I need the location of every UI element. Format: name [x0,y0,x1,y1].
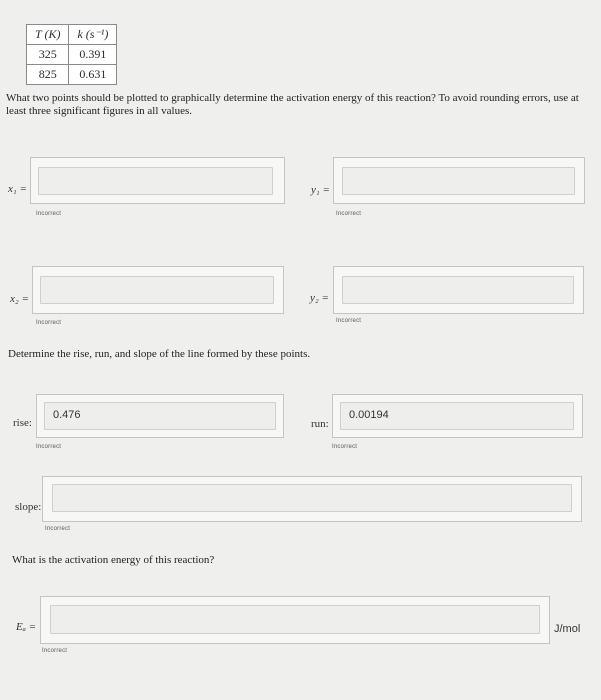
ea-input[interactable] [50,605,540,634]
table-cell: 825 [27,65,69,85]
table-cell: 325 [27,45,69,65]
data-table [26,24,117,85]
y2-status: Incorrect [336,318,362,324]
x2-label: x₂ = [10,293,29,305]
x2-input[interactable] [40,276,274,304]
slope-status: Incorrect [45,526,71,532]
ea-unit: J/mol [554,623,581,635]
y1-input[interactable] [342,167,575,195]
question-points: What two points should be plotted to graphically determine the activation energy of this reaction? To avoid rounding errors, use at least three significant figures in all values. [6,92,579,117]
table-header-rate-constant: k (s⁻¹) [69,25,117,45]
ea-label: Eₐ = [16,621,37,633]
x2-status: Incorrect [36,320,62,326]
table-row [27,65,117,85]
rise-label: rise: [13,417,32,429]
table-row [27,45,117,65]
y2-input[interactable] [342,276,574,304]
run-status: Incorrect [332,444,358,450]
table-cell: 0.391 [69,45,117,65]
y1-status: Incorrect [336,211,362,217]
rise-status: Incorrect [36,444,62,450]
ea-status: Incorrect [42,648,68,654]
slope-label: slope: [15,501,42,513]
rise-input[interactable]: 0.476 [44,402,276,430]
run-label: run: [311,418,329,430]
table-header-row [27,25,117,45]
table-header-temperature: T (K) [27,25,69,45]
x1-input[interactable] [38,167,273,195]
run-input[interactable]: 0.00194 [340,402,574,430]
x1-status: Incorrect [36,211,62,217]
question-rise-run: Determine the rise, run, and slope of the line formed by these points. [8,348,311,360]
y2-label: y₂ = [310,292,329,304]
x1-label: x₁ = [8,183,27,195]
y1-label: y₁ = [311,184,330,196]
question-activation-energy: What is the activation energy of this reaction? [12,554,215,566]
slope-input[interactable] [52,484,572,512]
table-cell: 0.631 [69,65,117,85]
